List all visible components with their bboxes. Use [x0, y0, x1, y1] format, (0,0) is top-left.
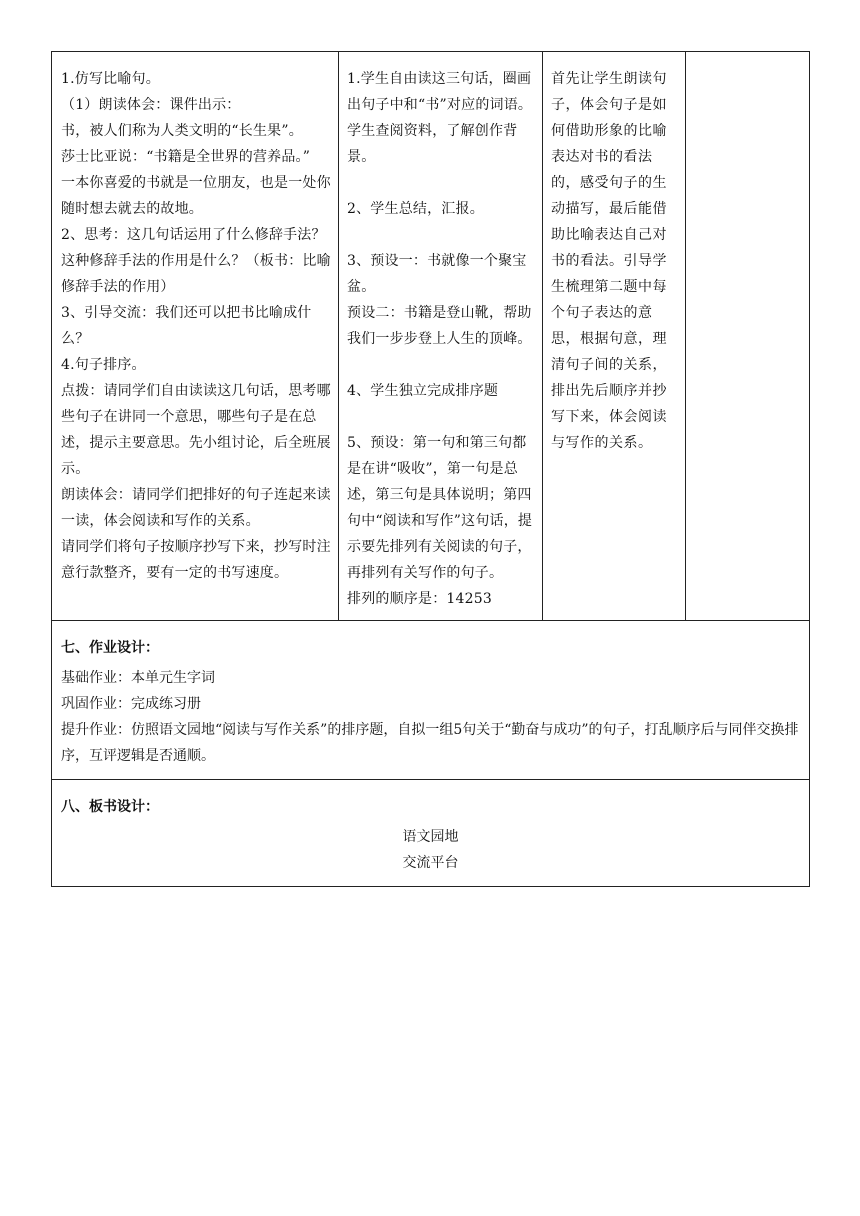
- text-line: 1.学生自由读这三句话，圈画出句子中和“书”对应的词语。: [347, 71, 533, 113]
- board-design-row: [52, 780, 810, 887]
- lesson-plan-table: [51, 51, 810, 887]
- text-line: 朗读体会：请同学们把排好的句子连起来读一读，体会阅读和写作的关系。: [61, 487, 331, 529]
- text-line: 2、学生总结，汇报。: [347, 201, 484, 217]
- text-line: 请同学们将句子按顺序抄写下来，抄写时注意行款整齐，要有一定的书写速度。: [61, 539, 331, 581]
- homework-row: [52, 621, 810, 780]
- teaching-process-row: [52, 52, 810, 621]
- homework-advanced: 提升作业：仿照语文园地“阅读与写作关系”的排序题，自拟一组5句关于“勤奋与成功”的句子，打乱顺序后与同伴交换排序，互评逻辑是否通顺。: [61, 722, 799, 764]
- text-line: 一本你喜爱的书就是一位朋友，也是一处你随时想去就去的故地。: [61, 175, 331, 217]
- text-line: 预设二：书籍是登山靴，帮助我们一步步登上人生的顶峰。: [347, 305, 532, 347]
- text-line: 莎士比亚说：“书籍是全世界的营养品。”: [61, 149, 311, 165]
- text-line: 2、思考：这几句话运用了什么修辞手法？这种修辞手法的作用是什么？（板书：比喻修辞手法的作用）: [61, 227, 331, 295]
- text-line: 学生查阅资料，了解创作背景。: [347, 123, 518, 165]
- homework-consolidate: 巩固作业：完成练习册: [61, 696, 201, 712]
- text-line: 4.句子排序。: [61, 357, 146, 373]
- text-line: 4、学生独立完成排序题: [347, 383, 499, 399]
- homework-basic: 基础作业：本单元生字词: [61, 670, 215, 686]
- homework-cell: [52, 621, 810, 780]
- homework-title: 七、作业设计：: [61, 640, 159, 656]
- text-line: 首先让学生朗读句子，体会句子是如何借助形象的比喻表达对书的看法的，感受句子的生动描写，最后能借助比喻表达自己对书的看法。引导学生梳理第二题中每个句子表达的意思，根据句意，理清句子间的关系，排出先后顺序并抄写下来，体会阅读与写作的关系。: [551, 71, 667, 451]
- text-line: 5、预设：第一句和第三句都是在讲“吸收”，第一句是总述，第三句是具体说明；第四句中“阅读和写作”这句话，提示要先排列有关阅读的句子，再排列有关写作的句子。: [347, 435, 533, 581]
- text-line: （1）朗读体会：课件出示：: [61, 97, 241, 113]
- text-line: 1.仿写比喻句。: [61, 71, 160, 87]
- teacher-activity-cell: [52, 52, 339, 621]
- board-design-title: 八、板书设计：: [61, 799, 159, 815]
- student-activity-cell: [339, 52, 543, 621]
- text-line: 3、预设一：书就像一个聚宝盆。: [347, 253, 527, 295]
- text-line: 3、引导交流：我们还可以把书比喻成什么？: [61, 305, 312, 347]
- text-line: 排列的顺序是：14253: [347, 591, 492, 607]
- board-design-cell: [52, 780, 810, 887]
- text-line: 书，被人们称为人类文明的“长生果”。: [61, 123, 303, 139]
- design-intent-cell: [543, 52, 686, 621]
- empty-notes-cell: [686, 52, 810, 621]
- board-line-2: 交流平台: [402, 855, 459, 871]
- text-line: 点拨：请同学们自由读读这几句话，思考哪些句子在讲同一个意思，哪些句子是在总述，提示主要意思。先小组讨论，后全班展示。: [61, 383, 331, 477]
- board-line-1: 语文园地: [402, 829, 459, 845]
